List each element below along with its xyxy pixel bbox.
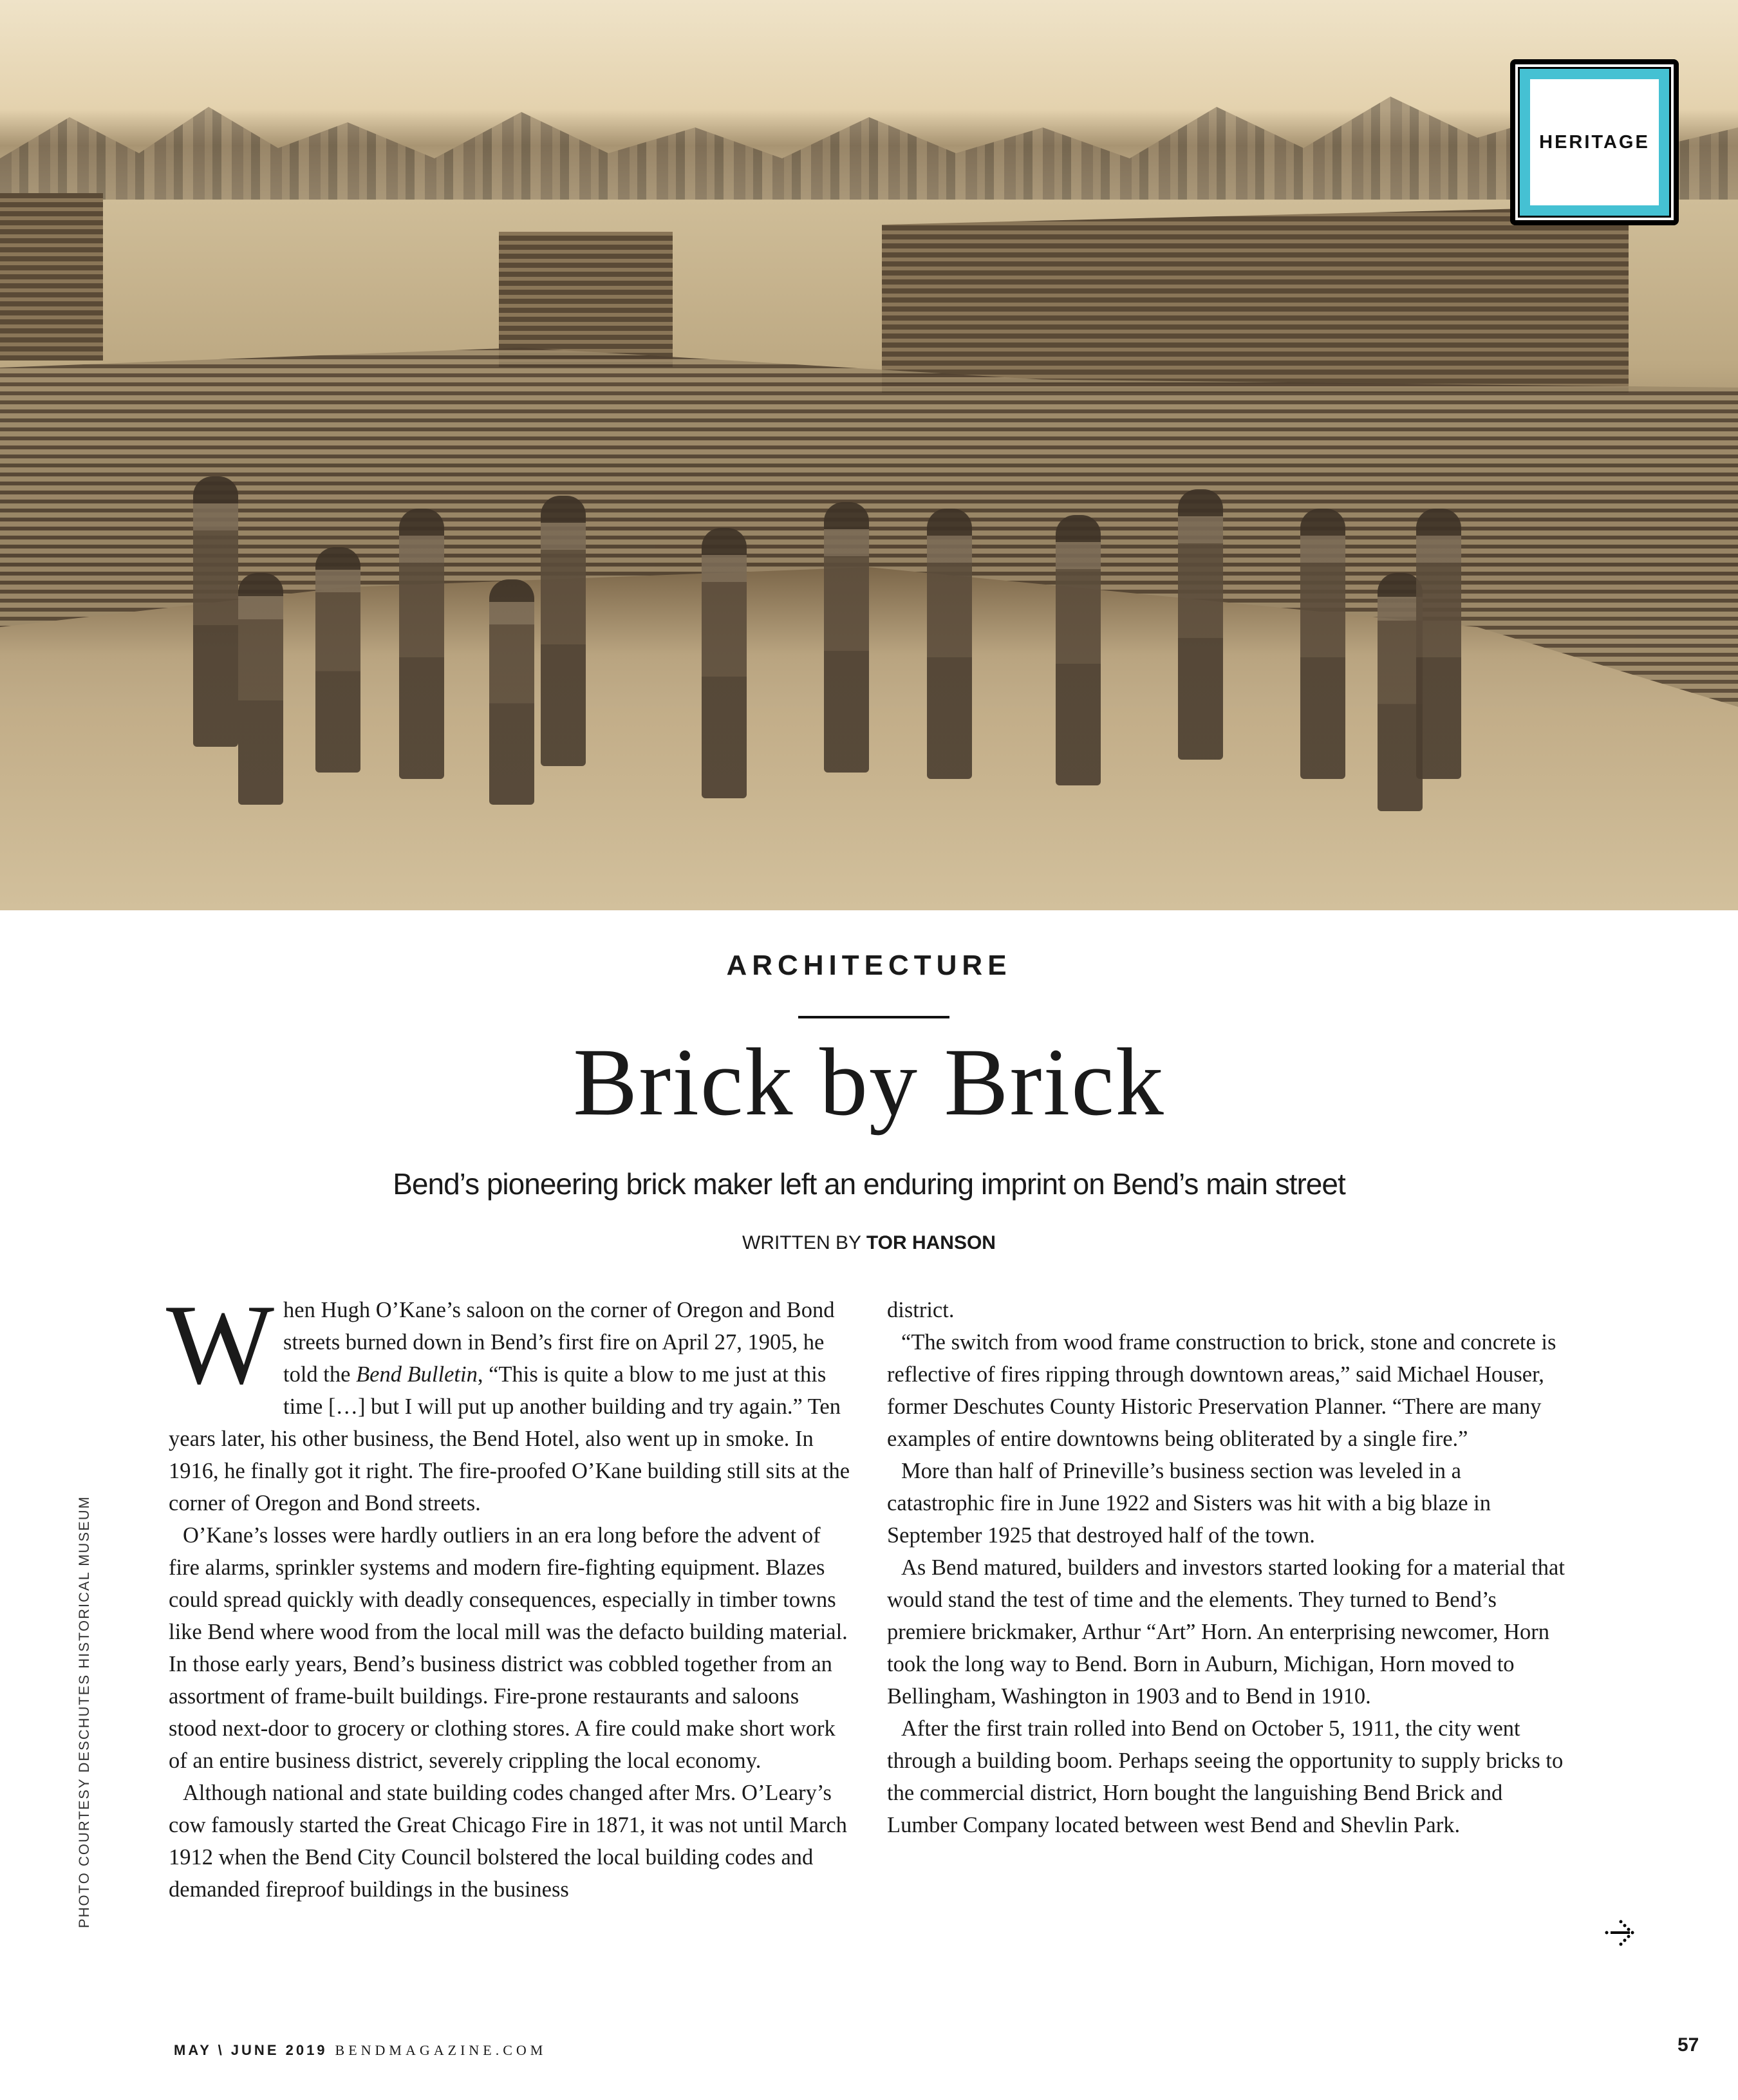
article-title: Brick by Brick [573, 1029, 1165, 1136]
worker [927, 509, 972, 779]
worker [489, 579, 534, 805]
worker [541, 496, 586, 766]
worker [1056, 515, 1101, 785]
publication-name: Bend Bulletin [356, 1362, 478, 1387]
divider [798, 1016, 949, 1018]
paragraph: After the first train rolled into Bend on October 5, 1911, the city went through a building boom. Perhaps seeing the opportunity to supply bricks to the commercial district, Horn bought the languishing Bend Brick and Lumber Company located between west Bend and Shevlin Park. [887, 1716, 1564, 1837]
worker [193, 476, 238, 747]
worker [1178, 489, 1223, 760]
worker [399, 509, 444, 779]
byline [0, 1232, 1738, 1254]
text: , “This is quite a blow to me just at this time […] but I will put up another building and try again.” Ten years later, his other business, the Bend Hotel, also went up in smoke. In 1916, he finally got it right. The fire-proofed O’Kane building still sits at the corner of Oregon and Bond streets. [169, 1362, 850, 1515]
byline-prefix: WRITTEN BY [742, 1232, 861, 1253]
brick-kiln-wall [882, 206, 1629, 393]
section-badge [1510, 59, 1679, 225]
footer [174, 2042, 547, 2059]
paragraph: As Bend matured, builders and investors started looking for a material that would stand the test of time and the elements. They turned to Bend’s premiere brickmaker, Arthur “Art” Horn. An enterprising newcomer, Horn took the long way to Bend. Born in Auburn, Michigan, Horn moved to Bellingham, Washington in 1903 and to Bend in 1910. [887, 1555, 1565, 1709]
photo-credit: PHOTO COURTESY DESCHUTES HISTORICAL MUSEUM [76, 1495, 92, 1928]
paragraph: “The switch from wood frame construction to brick, stone and concrete is reflective of fires ripping through downtown areas,” said Michael Houser, former Deschutes County Historic Preservation Planner. “There are many examples of entire downtowns being obliterated by a single fire.” [887, 1330, 1556, 1451]
author-name: TOR HANSON [866, 1232, 996, 1253]
article-subtitle: Bend’s pioneering brick maker left an enduring imprint on Bend’s main street [393, 1167, 1345, 1201]
worker [238, 573, 283, 805]
drop-cap: W [166, 1280, 275, 1408]
body-column-left [166, 1280, 851, 1906]
worker [1300, 509, 1345, 779]
worker [315, 547, 360, 773]
paragraph: More than half of Prineville’s business section was leveled in a catastrophic fire in June 1922 and Sisters was hit with a big blaze in September 1925 that destroyed half of the town. [887, 1459, 1491, 1548]
body-column-right [887, 1294, 1569, 1841]
continue-arrow-icon [1603, 1913, 1641, 1952]
hero-photo-brickyard-workers [0, 0, 1738, 910]
badge-label: HERITAGE [1530, 79, 1659, 205]
paragraph [166, 1280, 851, 1519]
paragraph: district. [887, 1298, 955, 1322]
website: BENDMAGAZINE.COM [335, 2042, 547, 2058]
text: hen Hugh O’Kane’s saloon on the corner of Oregon and Bond streets burned down in Bend’s first fire on April 27, 1905, he told the [283, 1298, 835, 1387]
treeline [0, 97, 1738, 200]
paragraph: O’Kane’s losses were hardly outliers in an era long before the advent of fire alarms, sprinkler systems and modern fire-fighting equipment. Blazes could spread quickly with deadly consequences, especially in timber towns like Bend where wood from the local mill was the defacto building material. In those early years, Bend’s business district was cobbled together from an assortment of frame-built buildings. Fire-prone restaurants and saloons stood next-door to grocery or clothing stores. A fire could make short work of an entire business district, severely crippling the local economy. [169, 1523, 848, 1773]
issue-date: MAY \ JUNE 2019 [174, 2042, 328, 2058]
worker [702, 528, 747, 798]
worker [1416, 509, 1461, 779]
paragraph: Although national and state building codes changed after Mrs. O’Leary’s cow famously started the Great Chicago Fire in 1871, it was not until March 1912 when the Bend City Council bolstered the local building codes and demanded fireproof buildings in the business [169, 1781, 847, 1902]
worker [824, 502, 869, 773]
brick-kiln-left [0, 193, 103, 361]
page-number: 57 [1677, 2034, 1699, 2056]
brick-kiln-center [499, 232, 673, 367]
section-kicker: ARCHITECTURE [726, 950, 1012, 981]
